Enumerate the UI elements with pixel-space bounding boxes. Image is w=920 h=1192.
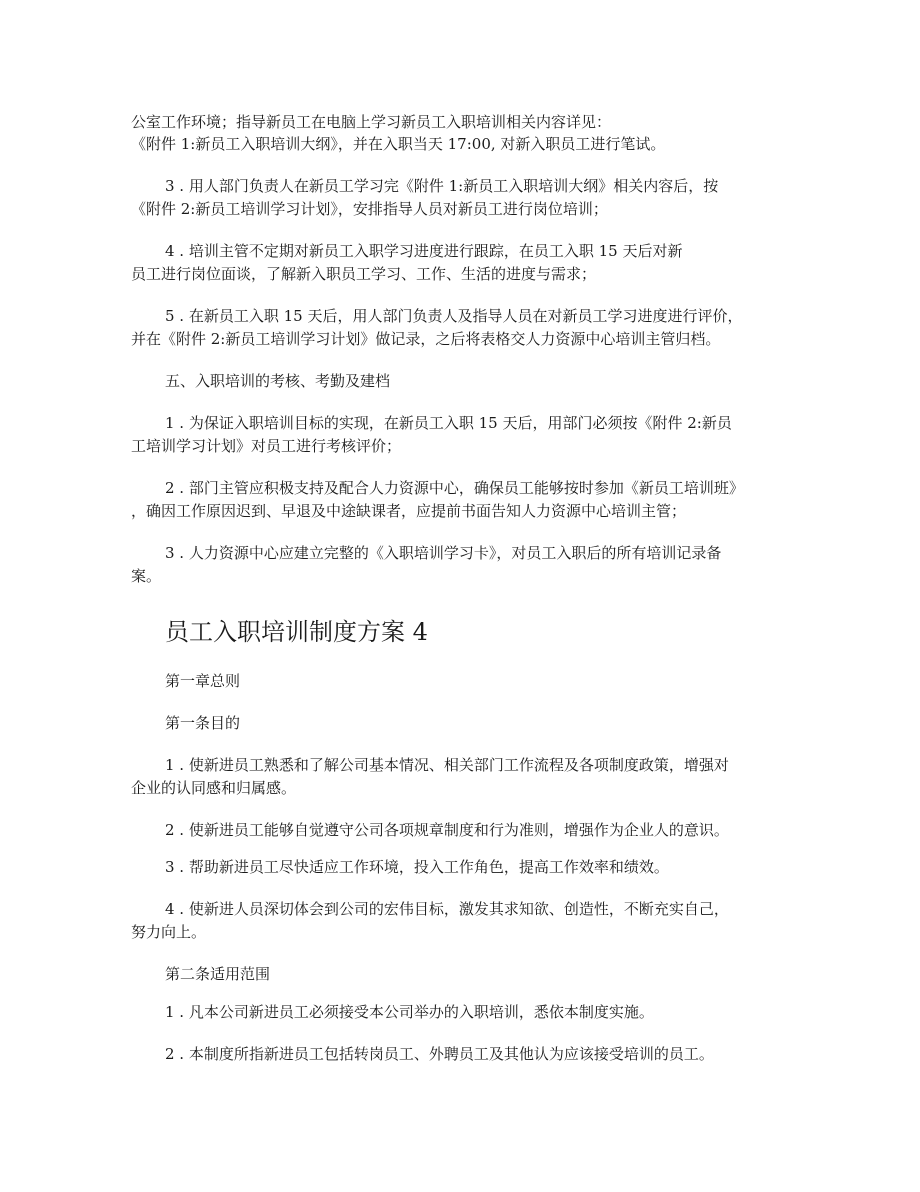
text-line: 并在《附件 2:新员工培训学习计划》做记录，之后将表格交人力资源中心培训主管归档。 <box>131 330 721 348</box>
text-line: 3 . 人力资源中心应建立完整的《入职培训学习卡》，对员工入职后的所有培训记录备 <box>165 544 722 562</box>
chapter-heading: 第一章总则 <box>165 672 241 690</box>
text-line: 2 . 本制度所指新进员工包括转岗员工、外聘员工及其他认为应该接受培训的员工。 <box>165 1045 714 1063</box>
text-line: 《附件 1:新员工入职培训大纲》，并在入职当天 17:00, 对新入职员工进行笔试。 <box>131 135 666 153</box>
text-line: 4 . 使新进人员深切体会到公司的宏伟目标，激发其求知欲、创造性，不断充实自己， <box>165 900 729 918</box>
text-line: 4 . 培训主管不定期对新员工入职学习进度进行跟踪，在员工入职 15 天后对新 <box>165 242 683 260</box>
text-line: 2 . 部门主管应积极支持及配合人力资源中心，确保员工能够按时参加《新员工培训班》 <box>165 479 744 497</box>
text-line: 1 . 使新进员工熟悉和了解公司基本情况、相关部门工作流程及各项制度政策，增强对 <box>165 756 729 774</box>
page-title: 员工入职培训制度方案 4 <box>165 618 428 646</box>
text-line: 3 . 用人部门负责人在新员工学习完《附件 1:新员工入职培训大纲》相关内容后，按 <box>165 177 719 195</box>
text-line: 企业的认同感和归属感。 <box>131 779 297 797</box>
text-line: 员工进行岗位面谈，了解新入职员工学习、工作、生活的进度与需求； <box>131 265 597 283</box>
text-line: 《附件 2:新员工培训学习计划》，安排指导人员对新员工进行岗位培训； <box>131 200 608 218</box>
text-line: 1 . 为保证入职培训目标的实现，在新员工入职 15 天后，用部门必须按《附件 2:新员 <box>165 414 732 432</box>
text-line: 1 . 凡本公司新进员工必须接受本公司举办的入职培训，悉依本制度实施。 <box>165 1003 654 1021</box>
text-line: 工培训学习计划》对员工进行考核评价； <box>131 437 402 455</box>
text-line: 努力向上。 <box>131 923 207 941</box>
text-line: 公室工作环境；指导新员工在电脑上学习新员工入职培训相关内容详见： <box>131 113 612 131</box>
article-heading: 第一条目的 <box>165 714 241 732</box>
text-line: ，确因工作原因迟到、早退及中途缺课者，应提前书面告知人力资源中心培训主管； <box>131 502 687 520</box>
text-line: 3 . 帮助新进员工尽快适应工作环境，投入工作角色，提高工作效率和绩效。 <box>165 858 669 876</box>
text-line: 5 . 在新员工入职 15 天后，用人部门负责人及指导人员在对新员工学习进度进行评价， <box>165 307 743 325</box>
article-heading: 第二条适用范围 <box>165 965 271 983</box>
text-line: 案。 <box>131 567 162 585</box>
section-heading: 五、入职培训的考核、考勤及建档 <box>165 372 391 390</box>
text-line: 2 . 使新进员工能够自觉遵守公司各项规章制度和行为准则，增强作为企业人的意识。 <box>165 821 729 839</box>
